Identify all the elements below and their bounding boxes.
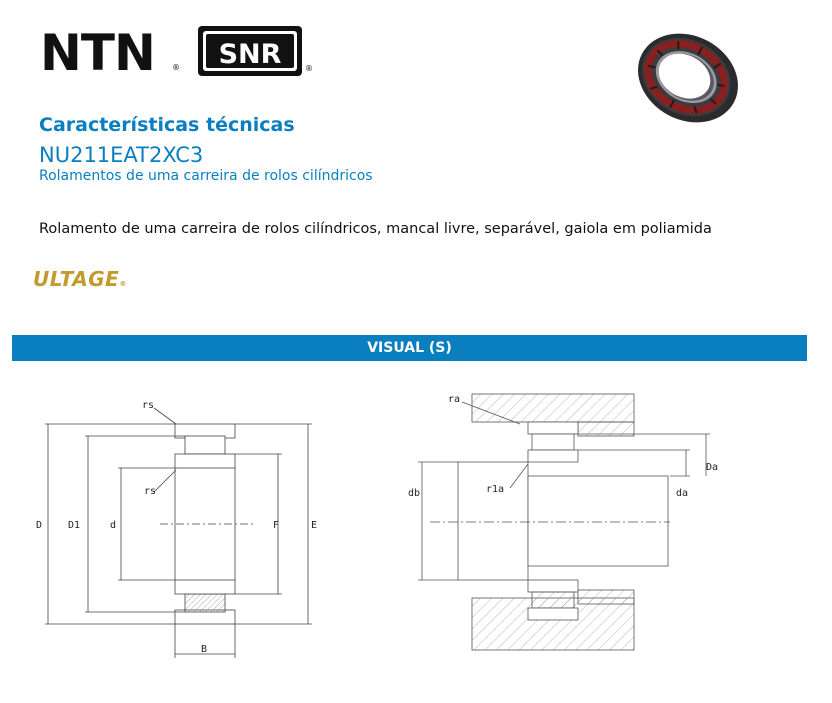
dim-label-D: D bbox=[36, 520, 43, 531]
snr-logo bbox=[196, 24, 320, 80]
dim-label-F: F bbox=[273, 520, 280, 531]
dim-label-rs-top: rs bbox=[142, 400, 155, 411]
ultage-logo bbox=[33, 267, 127, 291]
ntn-logo bbox=[40, 26, 182, 74]
product-description: Rolamento de uma carreira de rolos cilíndricos, mancal livre, separável, gaiola em poliamida bbox=[39, 221, 712, 237]
snr-registered-mark: ® bbox=[305, 64, 313, 73]
product-category: Rolamentos de uma carreira de rolos cilíndricos bbox=[39, 168, 373, 184]
snr-logo-text: SNR bbox=[218, 39, 282, 70]
dim-label-db: db bbox=[408, 488, 421, 499]
page-title: Características técnicas bbox=[39, 114, 295, 136]
ntn-logo-text: NTN bbox=[40, 26, 155, 74]
dim-label-D1: D1 bbox=[68, 520, 81, 531]
ntn-registered-mark: ® bbox=[172, 63, 180, 72]
dim-label-E: E bbox=[311, 520, 318, 531]
dim-label-Da: Da bbox=[706, 462, 719, 473]
dim-label-ra: ra bbox=[448, 394, 461, 405]
ultage-registered-mark: ® bbox=[119, 280, 127, 288]
dim-label-da: da bbox=[676, 488, 689, 499]
bearing-product-image bbox=[632, 20, 744, 138]
mounting-dimension-drawing bbox=[400, 384, 760, 674]
ultage-logo-text: ULTAGE bbox=[33, 267, 120, 291]
dim-label-d: d bbox=[110, 520, 117, 531]
dim-label-r1a: r1a bbox=[486, 484, 505, 495]
product-reference: NU211EAT2XC3 bbox=[39, 143, 204, 167]
dim-label-B: B bbox=[201, 644, 208, 655]
dim-label-rs-inner: rs bbox=[144, 486, 157, 497]
bearing-dimension-drawing bbox=[20, 384, 340, 674]
section-banner: VISUAL (S) bbox=[12, 335, 807, 361]
